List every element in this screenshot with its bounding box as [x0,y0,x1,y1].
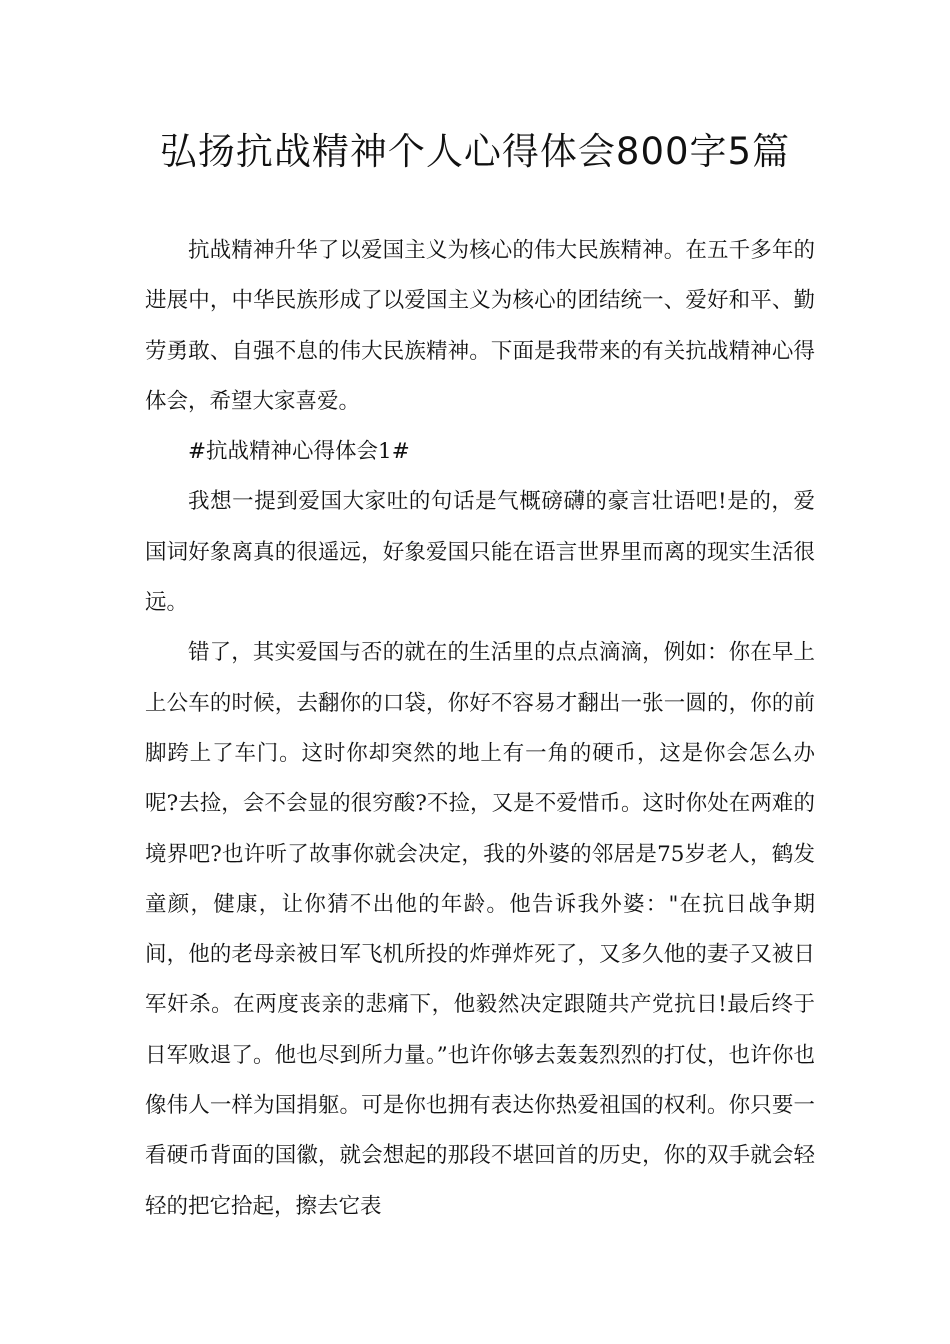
paragraph-intro: 抗战精神升华了以爱国主义为核心的伟大民族精神。在五千多年的进展中，中华民族形成了以爱国主义为核心的团结统一、爱好和平、勤劳勇敢、自强不息的伟大民族精神。下面是我带来的有关抗战精神心得体会，希望大家喜爱。 [145,238,815,414]
document-body [145,226,815,1232]
section-heading: #抗战精神心得体会1# [188,439,410,465]
paragraph: 我想一提到爱国大家吐的句话是气概磅礴的豪言壮语吧!是的，爱国词好象离真的很遥远，好象爱国只能在语言世界里而离的现实生活很远。 [145,489,815,616]
document-title: 弘扬抗战精神个人心得体会800字5篇 [159,130,791,173]
paragraph: 错了，其实爱国与否的就在的生活里的点点滴滴，例如：你在早上上公车的时候，去翻你的口袋，你好不容易才翻出一张一圆的，你的前脚跨上了车门。这时你却突然的地上有一角的硬币，这是你会怎么办呢?去捡，会不会显的很穷酸?不捡，又是不爱惜币。这时你处在两难的境界吧?也许听了故事你就会决定，我的外婆的邻居是75岁老人，鹤发童颜，健康，让你猜不出他的年龄。他告诉我外婆："在抗日战争期间，他的老母亲被日军飞机所投的炸弹炸死了，又多久他的妻子又被日军奸杀。在两度丧亲的悲痛下，他毅然决定跟随共产党抗日!最后终于日军败退了。他也尽到所力量。”也许你够去轰轰烈烈的打仗，也许你也像伟人一样为国捐躯。可是你也拥有表达你热爱祖国的权利。你只要一看硬币背面的国徽，就会想起的那段不堪回首的历史，你的双手就会轻轻的把它拾起，擦去它表 [145,640,815,1219]
